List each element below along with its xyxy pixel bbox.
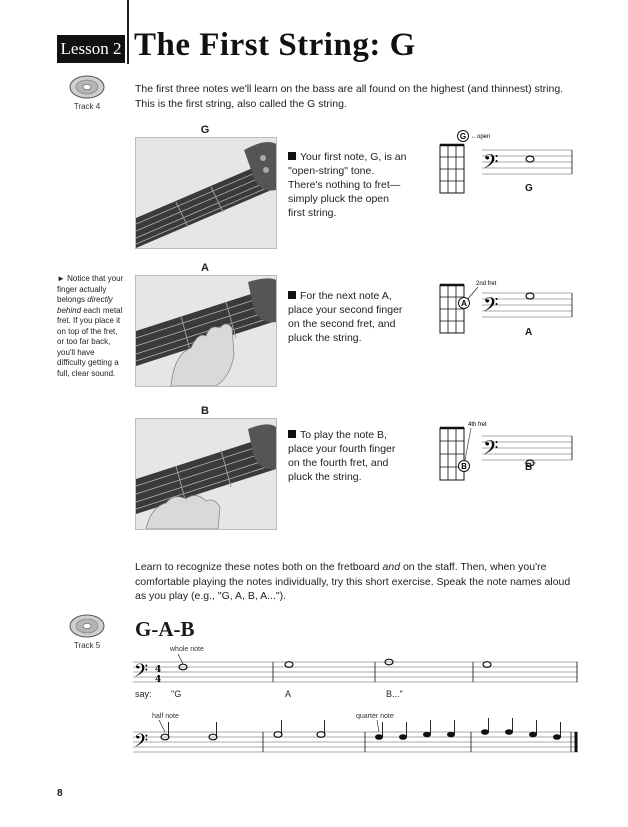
svg-text:4: 4 <box>155 675 162 685</box>
track-label: Track 5 <box>73 641 101 650</box>
sidebar-arrow-icon: ► <box>57 274 65 283</box>
photo-label-a: A <box>201 262 209 274</box>
svg-text:𝄢: 𝄢 <box>483 436 499 464</box>
svg-text:←open: ←open <box>471 134 491 140</box>
note-name-g: G <box>525 183 533 194</box>
quarter-note-label: quarter note <box>356 713 394 720</box>
header-divider <box>127 0 129 64</box>
fret-diagram-a <box>438 275 578 345</box>
practice-text: Learn to recognize these notes both on the fretboard and on the staff. Then, when you're comfortable playing the notes individually, try this short exercise. Speak the note names aloud as you play (e.g., "G, A, B, A..."). <box>135 561 571 602</box>
say-g: "G <box>171 689 182 699</box>
track-label: Track 4 <box>73 102 101 111</box>
exercise-title: G-A-B <box>135 617 195 641</box>
svg-text:𝄢: 𝄢 <box>483 293 499 321</box>
photo-label-b: B <box>201 405 209 417</box>
cd-icon <box>69 613 105 639</box>
note-name-a: A <box>525 327 533 338</box>
say-a: A <box>285 689 292 699</box>
photo-label-g: G <box>200 124 210 136</box>
step-b: To play the note B, place your fourth finger on the fourth fret, and pluck the string. <box>288 429 396 483</box>
staff-1 <box>133 652 578 686</box>
whole-note-label: whole note <box>170 646 204 653</box>
step-a: For the next note A, place your second finger on the second fret, and pluck the string. <box>288 290 403 344</box>
svg-text:G: G <box>459 132 467 141</box>
svg-text:A: A <box>461 299 467 308</box>
staff-2 <box>133 718 578 758</box>
cd-icon <box>69 74 105 100</box>
step-g: Your first note, G, is an "open-string" tone. There's nothing to fret—simply pluck the open first string. <box>288 151 407 219</box>
fret-label-a: 2nd fret <box>476 281 497 287</box>
svg-text:𝄢: 𝄢 <box>134 661 149 686</box>
svg-text:𝄢: 𝄢 <box>483 150 499 178</box>
photo-open-g <box>135 137 277 249</box>
svg-text:B: B <box>461 462 467 471</box>
say-prefix: say: <box>135 689 152 699</box>
svg-text:4: 4 <box>155 665 162 675</box>
fret-diagram-b <box>438 418 578 488</box>
lesson-tag: Lesson 2 <box>57 35 125 63</box>
intro-text: The first three notes we'll learn on the bass are all found on the highest (and thinnest) string. This is the first string, also called the G string. <box>135 83 564 110</box>
fret-diagram-g <box>438 128 578 198</box>
sidebar-note: ► Notice that your finger actually belongs directly behind each metal fret. If you place it on top of the fret, or too far back, you'll have difficulty getting a full, clear sound. <box>57 274 124 378</box>
note-name-b: B <box>525 462 533 473</box>
svg-text:𝄢: 𝄢 <box>134 731 149 756</box>
page-title: The First String: G <box>134 27 416 63</box>
page-number: 8 <box>57 788 63 799</box>
photo-fret-b <box>135 418 277 530</box>
photo-fret-a <box>135 275 277 387</box>
fret-label-b: 4th fret <box>468 422 487 428</box>
say-b: B..." <box>386 689 403 699</box>
half-note-label: half note <box>152 713 179 720</box>
